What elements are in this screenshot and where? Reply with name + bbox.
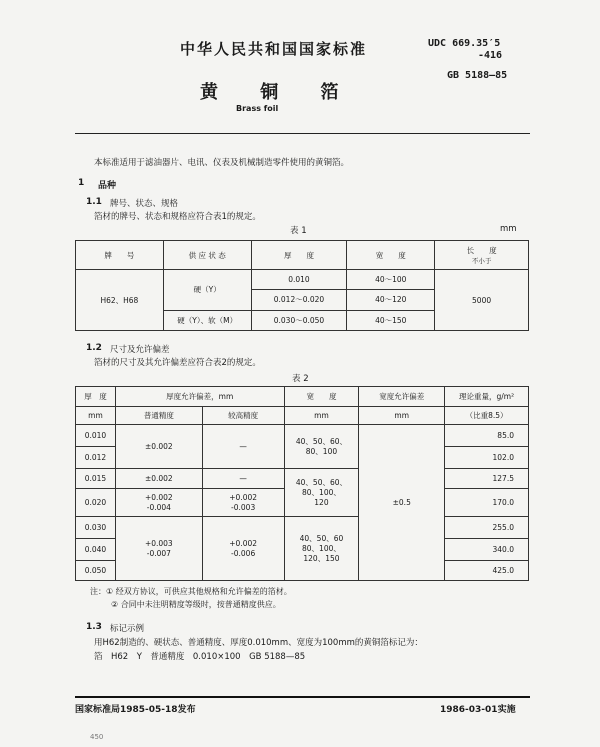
udc-code-suffix: -416 <box>478 50 503 61</box>
t2-tol-high-b: — <box>202 469 284 489</box>
t2-unit-mm-1: mm <box>76 407 116 425</box>
t1-header-width: 宽 度 <box>347 241 435 270</box>
table1-caption: 表 1 <box>290 226 307 236</box>
section-1-1-title: 牌号、状态、规格 <box>110 199 179 209</box>
t2-thick-3: 0.020 <box>76 489 116 517</box>
t2-unit-mm-2: mm <box>284 407 359 425</box>
t2-tol-normal-b: ±0.002 <box>115 469 202 489</box>
t1-state-hard: 硬（Y） <box>163 270 251 311</box>
section-1-2-body: 箔材的尺寸及其允许偏差应符合表2的规定。 <box>94 358 261 368</box>
footer-rule <box>75 696 530 698</box>
t1-header-length <box>435 241 529 270</box>
t2-width-b: 40、50、60、 80、100、 120 <box>284 469 359 517</box>
t2-weight-5: 340.0 <box>445 539 529 561</box>
gb-number: GB 5188—85 <box>447 70 508 81</box>
table2-caption: 表 2 <box>292 374 309 384</box>
t2-weight-4: 255.0 <box>445 517 529 539</box>
section-1-1-number: 1.1 <box>86 197 102 207</box>
t1-header-grade: 牌 号 <box>76 241 164 270</box>
document-subtitle: Brass foil <box>236 104 279 113</box>
t1-length: 5000 <box>435 270 529 331</box>
t2-weight-1: 102.0 <box>445 447 529 469</box>
t2-header-width: 宽 度 <box>284 387 359 407</box>
t1-state-mixed: 硬（Y）、软（M） <box>163 310 251 330</box>
section-1-2-title: 尺寸及允许偏差 <box>110 345 170 355</box>
t2-tol-high-a: — <box>202 425 284 469</box>
t2-weight-2: 127.5 <box>445 469 529 489</box>
t1-header-length-min: 不小于 <box>471 257 492 265</box>
t1-width-2: 40～150 <box>347 310 435 330</box>
table-1 <box>75 240 529 331</box>
t1-header-length-label: 长 度 <box>466 246 497 255</box>
note-1: 注：① 经双方协议，可供应其他规格和允许偏差的箔材。 <box>90 587 292 596</box>
effective-date: 1986-03-01实施 <box>440 705 516 715</box>
t2-header-weight: 理论重量，g/m² <box>445 387 529 407</box>
t2-tol-normal-d: +0.003 -0.007 <box>115 517 202 581</box>
t2-header-width-tolerance: 宽度允许偏差 <box>359 387 445 407</box>
t2-unit-mm-3: mm <box>359 407 445 425</box>
section-1-3-title: 标记示例 <box>110 624 145 634</box>
t1-thick-1: 0.012～0.020 <box>251 290 347 310</box>
t1-grade: H62、H68 <box>76 270 164 331</box>
header-rule <box>75 133 530 134</box>
t2-weight-0: 85.0 <box>445 425 529 447</box>
standard-header: 中华人民共和国国家标准 <box>180 40 368 58</box>
t2-thick-4: 0.030 <box>76 517 116 539</box>
t2-thick-6: 0.050 <box>76 561 116 581</box>
t2-tol-high-c: +0.002 -0.003 <box>202 489 284 517</box>
section-1-number: 1 <box>78 178 85 188</box>
t2-header-high: 较高精度 <box>202 407 284 425</box>
t2-tol-normal-a: ±0.002 <box>115 425 202 469</box>
intro-paragraph: 本标准适用于滤油器片、电讯、仪表及机械制造零件使用的黄铜箔。 <box>94 158 350 168</box>
t1-width-1: 40～120 <box>347 290 435 310</box>
t1-thick-2: 0.030～0.050 <box>251 310 347 330</box>
t2-width-c: 40、50、60 80、100、 120、150 <box>284 517 359 581</box>
marking-example: 箔 H62 Y 普通精度 0.010×100 GB 5188—85 <box>94 652 306 662</box>
table-2 <box>75 386 529 581</box>
t2-thick-5: 0.040 <box>76 539 116 561</box>
t1-header-state: 供 应 状 态 <box>163 241 251 270</box>
t1-header-thickness: 厚 度 <box>251 241 347 270</box>
section-1-3-body: 用H62制造的、硬状态、普通精度、厚度0.010mm、宽度为100mm的黄铜箔标记为： <box>94 638 423 648</box>
t2-tol-normal-c: +0.002 -0.004 <box>115 489 202 517</box>
t2-weight-6: 425.0 <box>445 561 529 581</box>
t2-header-normal: 普通精度 <box>115 407 202 425</box>
table1-unit: mm <box>500 224 517 234</box>
section-1-title: 品种 <box>98 181 117 191</box>
t2-tol-high-d: +0.002 -0.006 <box>202 517 284 581</box>
section-1-2-number: 1.2 <box>86 343 102 353</box>
t1-thick-0: 0.010 <box>251 270 347 290</box>
note-2: ② 合同中未注明精度等级时，按普通精度供应。 <box>111 600 281 609</box>
section-1-1-body: 箔材的牌号、状态和规格应符合表1的规定。 <box>94 212 261 222</box>
issue-date: 国家标准局1985-05-18发布 <box>75 705 196 715</box>
page-number: 450 <box>90 733 104 741</box>
t2-header-tolerance: 厚度允许偏差，mm <box>115 387 284 407</box>
document-title: 黄 铜 箔 <box>200 82 357 103</box>
t2-header-thickness: 厚 度 <box>76 387 116 407</box>
t2-thick-1: 0.012 <box>76 447 116 469</box>
t2-width-tolerance: ±0.5 <box>359 425 445 581</box>
t2-thick-2: 0.015 <box>76 469 116 489</box>
t1-width-0: 40～100 <box>347 270 435 290</box>
t2-header-density: （比重8.5） <box>445 407 529 425</box>
t2-thick-0: 0.010 <box>76 425 116 447</box>
section-1-3-number: 1.3 <box>86 622 102 632</box>
t2-weight-3: 170.0 <box>445 489 529 517</box>
udc-code: UDC 669.35′5 <box>428 38 501 49</box>
t2-width-a: 40、50、60、 80、100 <box>284 425 359 469</box>
